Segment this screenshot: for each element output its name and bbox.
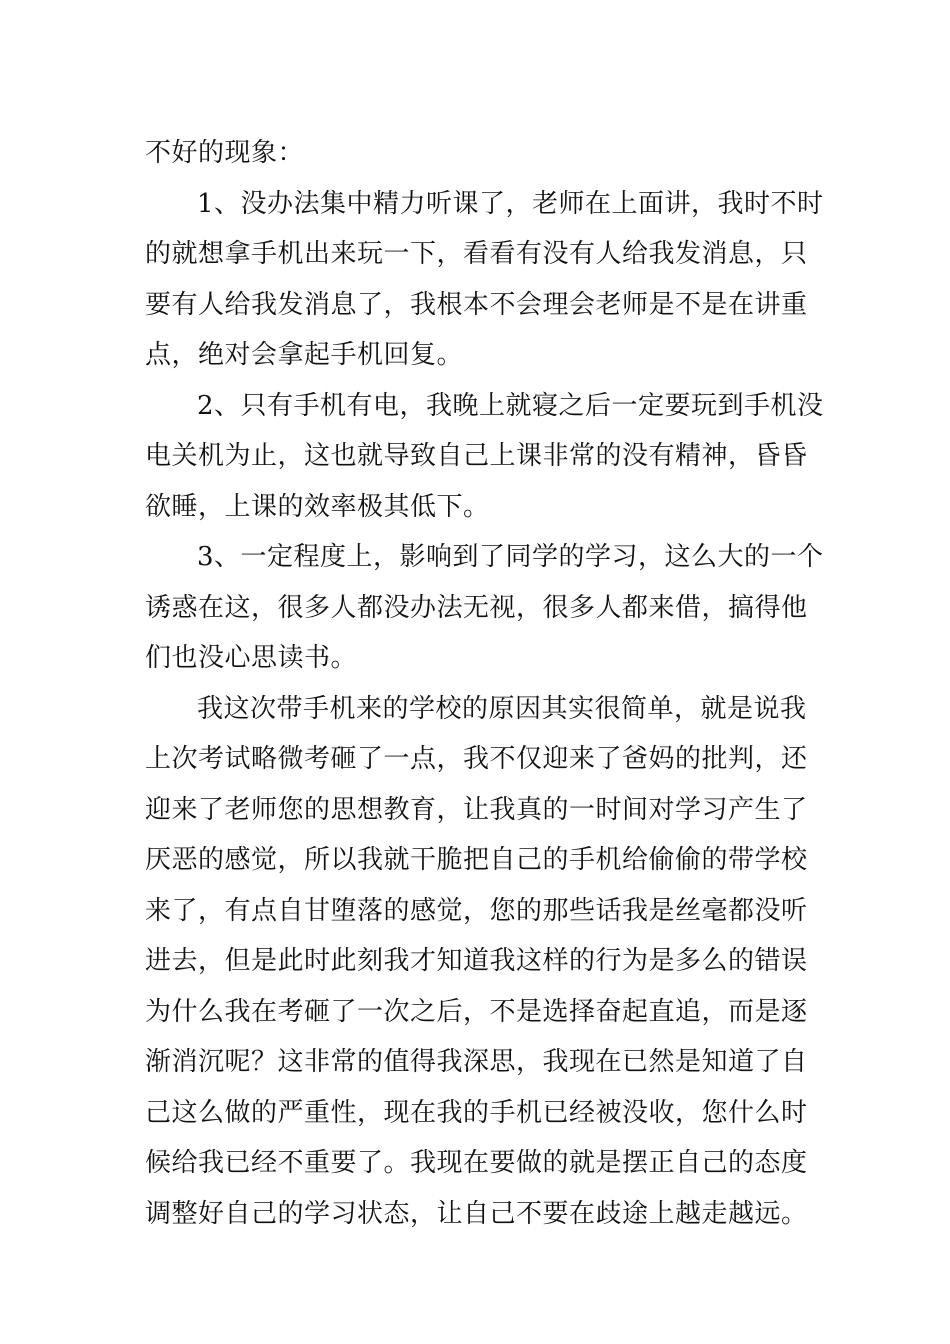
- text-line: 们也没心思读书。: [145, 643, 358, 673]
- text-line: 进去，但是此时此刻我才知道我这样的行为是多么的错误: [145, 946, 808, 976]
- text-line: 的就想拿手机出来玩一下，看看有没有人给我发消息，只: [145, 239, 808, 269]
- text-line: 厌恶的感觉，所以我就干脆把自己的手机给偷偷的带学校: [145, 845, 808, 875]
- document-body: [145, 128, 824, 1239]
- text-line: 要有人给我发消息了，我根本不会理会老师是不是在讲重: [145, 289, 808, 320]
- text-line: 为什么我在考砸了一次之后，不是选择奋起直追，而是逐: [145, 996, 808, 1027]
- text-line: 3、一定程度上，影响到了同学的学习，这么大的一个: [197, 542, 824, 572]
- text-line: 电关机为止，这也就导致自己上课非常的没有精神，昏昏: [145, 441, 808, 471]
- text-line: 2、只有手机有电，我晚上就寝之后一定要玩到手机没: [197, 390, 824, 421]
- text-line: 候给我已经不重要了。我现在要做的就是摆正自己的态度: [145, 1148, 808, 1178]
- text-line: 我这次带手机来的学校的原因其实很简单，就是说我: [197, 693, 807, 724]
- text-line: 上次考试略微考砸了一点，我不仅迎来了爸妈的批判，还: [145, 744, 808, 774]
- text-line: 渐消沉呢？这非常的值得我深思，我现在已然是知道了自: [145, 1047, 808, 1077]
- text-line: 不好的现象：: [145, 138, 305, 168]
- text-line: 迎来了老师您的思想教育，让我真的一时间对学习产生了: [145, 794, 808, 825]
- text-line: 调整好自己的学习状态，让自己不要在歧途上越走越远。: [145, 1198, 808, 1229]
- text-line: 1、没办法集中精力听课了，老师在上面讲，我时不时: [197, 188, 824, 219]
- text-line: 点，绝对会拿起手机回复。: [145, 340, 464, 370]
- text-line: 诱惑在这，很多人都没办法无视，很多人都来借，搞得他: [145, 592, 808, 623]
- text-line: 来了，有点自甘堕落的感觉，您的那些话我是丝毫都没听: [145, 895, 808, 926]
- text-line: 己这么做的严重性，现在我的手机已经被没收，您什么时: [145, 1097, 808, 1128]
- text-line: 欲睡，上课的效率极其低下。: [145, 491, 490, 522]
